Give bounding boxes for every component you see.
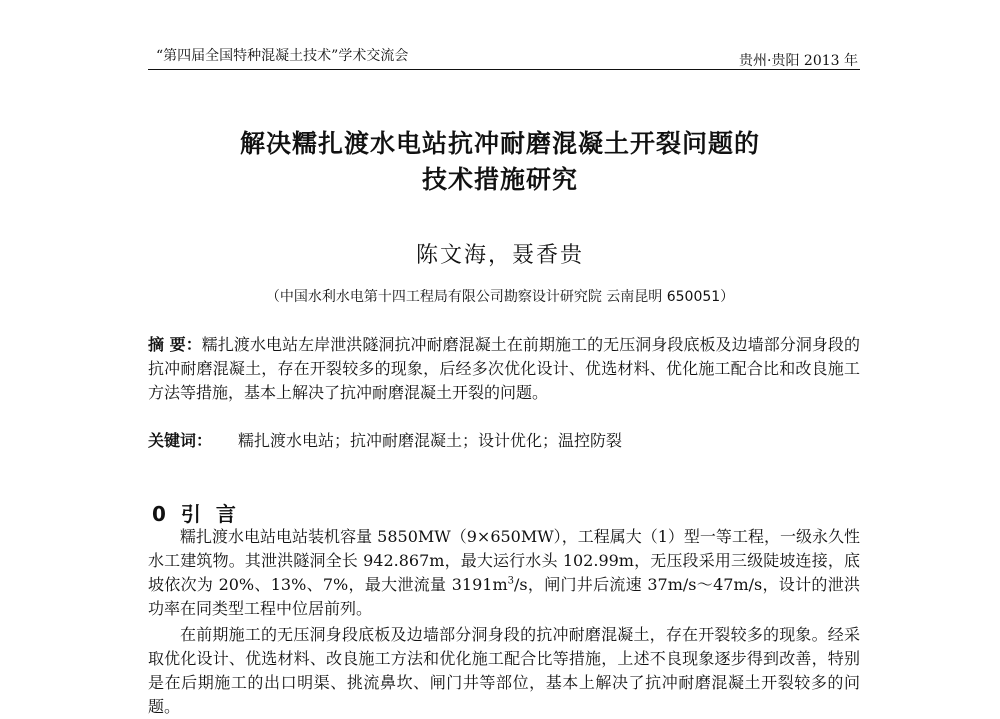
affiliation: （中国水利水电第十四工程局有限公司勘察设计研究院 云南昆明 650051） [265, 289, 735, 305]
section-heading: 0 引 言 [152, 502, 240, 526]
superscript-3: 3 [507, 575, 514, 587]
keywords-label: 关键词： [148, 431, 213, 450]
body-paragraph-1 [148, 525, 860, 621]
running-header [148, 40, 860, 68]
venue-year: 贵州·贵阳 2013 年 [739, 53, 858, 69]
abstract-label: 摘 要： [148, 335, 202, 354]
body-paragraph-1-text-a: 糯扎渡水电站电站装机容量 5850MW（9×650MW），工程属大（1）型一等工程，一级永久性水工建筑物。其泄洪隧洞全长 942.867m，最大运行水头 102.99m，无压段采用三级陡坡连接，底坡依次为 20%、13%、7%，最大泄流量 3191m [148, 527, 860, 594]
authors: 陈文海，聂香贵 [415, 243, 584, 268]
conference-name: “第四届全国特种混凝土技术”学术交流会 [156, 48, 409, 64]
body-paragraph-2: 在前期施工的无压洞身段底板及边墙部分洞身段的抗冲耐磨混凝土，存在开裂较多的现象。经采取优化设计、优选材料、改良施工方法和优化施工配合比等措施，上述不良现象逐步得到改善，特别是在后期施工的出口明渠、挑流鼻坎、闸门井等部位，基本上解决了抗冲耐磨混凝土开裂较多的问题。 [148, 625, 860, 716]
abstract-text: 糯扎渡水电站左岸泄洪隧洞抗冲耐磨混凝土在前期施工的无压洞身段底板及边墙部分洞身段的抗冲耐磨混凝土，存在开裂较多的现象，后经多次优化设计、优选材料、优化施工配合比和改良施工方法等措施，基本上解决了抗冲耐磨混凝土开裂的问题。 [148, 335, 860, 402]
keywords-text: 糯扎渡水电站；抗冲耐磨混凝土；设计优化；温控防裂 [238, 431, 623, 450]
keywords [148, 429, 860, 453]
abstract [148, 333, 860, 405]
paper-title-line-1: 解决糯扎渡水电站抗冲耐磨混凝土开裂问题的 [239, 129, 760, 158]
body-paragraph-1-text-b: /s，闸门井后流速 37m/s～47m/s，设计的泄洪功率在同类型工程中位居前列。 [148, 575, 860, 618]
header-rule [148, 69, 860, 70]
paper-title-line-2: 技术措施研究 [421, 165, 578, 194]
